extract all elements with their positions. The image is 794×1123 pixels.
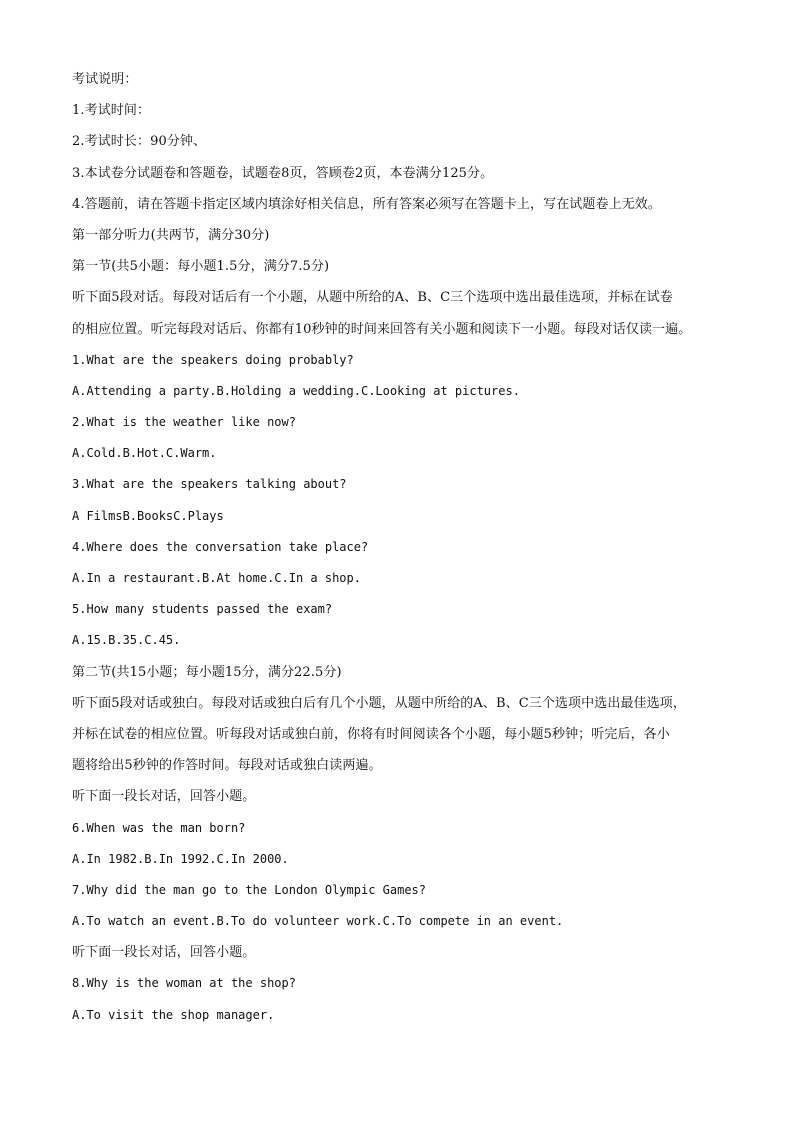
instruction-exam-duration: 2.考试时长：90分钟、 (72, 134, 207, 150)
question-8-option-a: A.To visit the shop manager. (72, 1007, 275, 1022)
section-one-heading: 第一节(共5小题：每小题1.5分，满分7.5分) (72, 259, 330, 275)
question-3: 3.What are the speakers talking about? (72, 477, 347, 492)
question-8: 8.Why is the woman at the shop? (72, 976, 296, 991)
question-4-options: A.In a restaurant.B.At home.C.In a shop. (72, 571, 361, 585)
section-two-directions-line-2: 并标在试卷的相应位置。听每段对话或独白前，你将有时间阅读各个小题，每小题5秒钟；听完后，各小 (72, 726, 670, 742)
question-6-options: A.In 1982.B.In 1992.C.In 2000. (72, 851, 289, 866)
instruction-paper-structure: 3.本试卷分试题卷和答题卷，试题卷8页，答顾卷2页，本卷满分125分。 (72, 165, 494, 181)
question-6: 6.When was the man born? (72, 820, 246, 835)
question-2: 2.What is the weather like now? (72, 415, 296, 430)
exam-page (72, 64, 732, 1031)
dialogue-prompt-2: 听下面一段长对话，回答小题。 (72, 945, 256, 961)
dialogue-prompt-1: 听下面一段长对话，回答小题。 (72, 789, 256, 805)
section-two-directions-line-3: 题将给出5秒钟的作答时间。每段对话或独白读两遍。 (72, 758, 382, 774)
question-7: 7.Why did the man go to the London Olympic Games? (72, 882, 427, 897)
question-2-options: A.Cold.B.Hot.C.Warm. (72, 446, 217, 461)
question-1-options: A.Attending a party.B.Holding a wedding.C.Looking at pictures. (72, 383, 520, 398)
question-5: 5.How many students passed the exam? (72, 602, 333, 617)
section-one-directions-line-2: 的相应位置。听完每段对话后、你都有10秒钟的时间来回答有关小题和阅读下一小题。每段对话仅读一遍。 (72, 321, 692, 337)
question-4: 4.Where does the conversation take place? (72, 539, 369, 554)
question-7-options: A.To watch an event.B.To do volunteer work.C.To compete in an event. (72, 914, 564, 929)
section-one-directions-line-1: 听下面5段对话。每段对话后有一个小题，从题中所给的A、B、C三个选项中选出最佳选项，并标在试卷 (72, 290, 673, 306)
part-one-heading: 第一部分听力(共两节，满分30分) (72, 227, 270, 243)
question-1: 1.What are the speakers doing probably? (72, 352, 354, 367)
section-two-directions-line-1: 听下面5段对话或独白。每段对话或独白后有几个小题，从题中所给的A、B、C三个选项中选出最佳选项， (72, 695, 686, 711)
instruction-exam-time: 1.考试时间： (72, 103, 151, 119)
instruction-answer-sheet: 4.答题前，请在答题卡指定区域内填涂好相关信息，所有答案必须写在答题卡上，写在试题卷上无效。 (72, 196, 662, 212)
question-5-options: A.15.B.35.C.45. (72, 633, 181, 648)
question-3-options: A FilmsB.BooksC.Plays (72, 508, 224, 523)
exam-instructions-heading: 考试说明： (72, 72, 138, 87)
section-two-heading: 第二节(共15小题；每小题15分，满分22.5分) (72, 664, 342, 680)
